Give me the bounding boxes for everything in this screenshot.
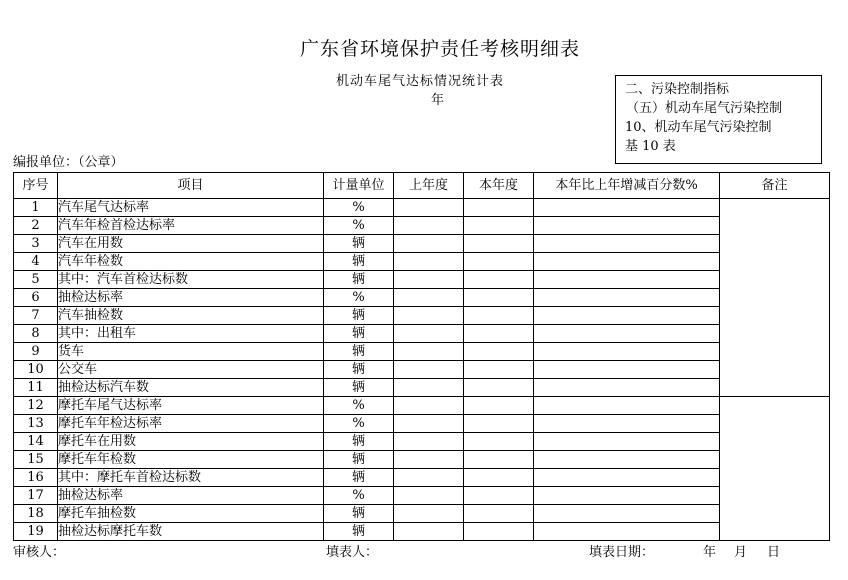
- row-number: 17: [14, 487, 58, 505]
- row-number: 12: [14, 397, 58, 415]
- change-percent-cell[interactable]: [534, 505, 720, 523]
- row-item-name: 汽车年检首检达标率: [58, 217, 324, 235]
- row-number: 6: [14, 289, 58, 307]
- fill-date-label: 填表日期：: [589, 545, 655, 560]
- row-item-name: 货车: [58, 343, 324, 361]
- this-year-cell[interactable]: [464, 451, 534, 469]
- table-row: [14, 523, 830, 541]
- row-unit: 辆: [324, 235, 394, 253]
- last-year-cell[interactable]: [394, 523, 464, 541]
- last-year-cell[interactable]: [394, 271, 464, 289]
- indicator-box: [615, 75, 822, 164]
- row-number: 4: [14, 253, 58, 271]
- row-item-name: 抽检达标汽车数: [58, 379, 324, 397]
- row-unit: 辆: [324, 379, 394, 397]
- indicator-form-number: 基 10 表: [625, 139, 676, 154]
- change-percent-cell[interactable]: [534, 469, 720, 487]
- last-year-cell[interactable]: [394, 451, 464, 469]
- table-row: [14, 235, 830, 253]
- row-number: 3: [14, 235, 58, 253]
- row-item-name: 摩托车尾气达标率: [58, 397, 324, 415]
- table-row: [14, 433, 830, 451]
- table-row: [14, 451, 830, 469]
- table-subtitle: 机动车尾气达标情况统计表: [336, 74, 505, 89]
- header-this-year: 本年度: [464, 173, 534, 199]
- change-percent-cell[interactable]: [534, 307, 720, 325]
- change-percent-cell[interactable]: [534, 253, 720, 271]
- row-number: 15: [14, 451, 58, 469]
- row-unit: 辆: [324, 307, 394, 325]
- row-unit: 辆: [324, 451, 394, 469]
- row-unit: 辆: [324, 361, 394, 379]
- table-row: [14, 325, 830, 343]
- indicator-category: 二、污染控制指标: [625, 82, 730, 97]
- table-row: [14, 289, 830, 307]
- last-year-cell[interactable]: [394, 433, 464, 451]
- row-unit: 辆: [324, 343, 394, 361]
- page-title: 广东省环境保护责任考核明细表: [299, 38, 580, 60]
- row-number: 5: [14, 271, 58, 289]
- this-year-cell[interactable]: [464, 289, 534, 307]
- statistics-table: [13, 172, 830, 541]
- table-row: [14, 343, 830, 361]
- table-row: [14, 361, 830, 379]
- header-note: 备注: [720, 173, 830, 199]
- reporting-unit-label: 编报单位：（公章）: [13, 155, 124, 170]
- change-percent-cell[interactable]: [534, 397, 720, 415]
- table-row: [14, 271, 830, 289]
- table-row: [14, 379, 830, 397]
- last-year-cell[interactable]: [394, 217, 464, 235]
- row-item-name: 抽检达标率: [58, 487, 324, 505]
- reviewer-label: 审核人：: [13, 545, 66, 560]
- last-year-cell[interactable]: [394, 199, 464, 217]
- row-unit: 辆: [324, 253, 394, 271]
- indicator-item: 10、机动车尾气污染控制: [625, 120, 772, 135]
- last-year-cell[interactable]: [394, 379, 464, 397]
- row-item-name: 汽车尾气达标率: [58, 199, 324, 217]
- change-percent-cell[interactable]: [534, 487, 720, 505]
- this-year-cell[interactable]: [464, 325, 534, 343]
- change-percent-cell[interactable]: [534, 343, 720, 361]
- row-number: 16: [14, 469, 58, 487]
- row-unit: 辆: [324, 325, 394, 343]
- last-year-cell[interactable]: [394, 469, 464, 487]
- last-year-cell[interactable]: [394, 505, 464, 523]
- row-number: 14: [14, 433, 58, 451]
- row-number: 18: [14, 505, 58, 523]
- table-row: [14, 307, 830, 325]
- table-row: [14, 505, 830, 523]
- header-last-year: 上年度: [394, 173, 464, 199]
- change-percent-cell[interactable]: [534, 271, 720, 289]
- row-item-name: 抽检达标摩托车数: [58, 523, 324, 541]
- change-percent-cell[interactable]: [534, 379, 720, 397]
- row-number: 9: [14, 343, 58, 361]
- this-year-cell[interactable]: [464, 415, 534, 433]
- table-row: [14, 487, 830, 505]
- header-change-percent: 本年比上年增减百分数%: [534, 173, 720, 199]
- last-year-cell[interactable]: [394, 307, 464, 325]
- row-number: 2: [14, 217, 58, 235]
- table-header-row: [14, 173, 830, 199]
- last-year-cell[interactable]: [394, 397, 464, 415]
- row-unit: %: [324, 217, 394, 235]
- row-unit: %: [324, 415, 394, 433]
- row-number: 1: [14, 199, 58, 217]
- row-number: 13: [14, 415, 58, 433]
- last-year-cell[interactable]: [394, 361, 464, 379]
- note-cell[interactable]: [720, 199, 830, 397]
- row-number: 11: [14, 379, 58, 397]
- this-year-cell[interactable]: [464, 523, 534, 541]
- table-row: [14, 469, 830, 487]
- last-year-cell[interactable]: [394, 289, 464, 307]
- this-year-cell[interactable]: [464, 199, 534, 217]
- row-number: 10: [14, 361, 58, 379]
- row-number: 8: [14, 325, 58, 343]
- row-unit: 辆: [324, 271, 394, 289]
- this-year-cell[interactable]: [464, 505, 534, 523]
- row-unit: %: [324, 289, 394, 307]
- table-row: [14, 397, 830, 415]
- row-item-name: 其中：汽车首检达标数: [58, 271, 324, 289]
- table-row: [14, 253, 830, 271]
- fill-date-month: 月: [734, 545, 748, 560]
- header-item: 项目: [58, 173, 324, 199]
- last-year-cell[interactable]: [394, 325, 464, 343]
- this-year-cell[interactable]: [464, 307, 534, 325]
- table-row: [14, 199, 830, 217]
- table-row: [14, 217, 830, 235]
- row-item-name: 汽车抽检数: [58, 307, 324, 325]
- row-number: 7: [14, 307, 58, 325]
- last-year-cell[interactable]: [394, 415, 464, 433]
- indicator-subcategory: （五）机动车尾气污染控制: [626, 101, 783, 116]
- row-unit: %: [324, 199, 394, 217]
- row-unit: 辆: [324, 433, 394, 451]
- row-item-name: 摩托车年检达标率: [58, 415, 324, 433]
- change-percent-cell[interactable]: [534, 415, 720, 433]
- this-year-cell[interactable]: [464, 361, 534, 379]
- last-year-cell[interactable]: [394, 253, 464, 271]
- row-item-name: 抽检达标率: [58, 289, 324, 307]
- row-item-name: 汽车年检数: [58, 253, 324, 271]
- year-label: 年: [431, 93, 445, 108]
- this-year-cell[interactable]: [464, 235, 534, 253]
- header-unit: 计量单位: [324, 173, 394, 199]
- this-year-cell[interactable]: [464, 343, 534, 361]
- note-cell[interactable]: [720, 397, 830, 541]
- change-percent-cell[interactable]: [534, 289, 720, 307]
- change-percent-cell[interactable]: [534, 451, 720, 469]
- this-year-cell[interactable]: [464, 487, 534, 505]
- row-unit: 辆: [324, 505, 394, 523]
- table-row: [14, 415, 830, 433]
- filler-label: 填表人：: [326, 545, 379, 560]
- this-year-cell[interactable]: [464, 253, 534, 271]
- row-unit: 辆: [324, 469, 394, 487]
- row-item-name: 其中：摩托车首检达标数: [58, 469, 324, 487]
- this-year-cell[interactable]: [464, 469, 534, 487]
- change-percent-cell[interactable]: [534, 361, 720, 379]
- row-item-name: 摩托车年检数: [58, 451, 324, 469]
- change-percent-cell[interactable]: [534, 217, 720, 235]
- change-percent-cell[interactable]: [534, 325, 720, 343]
- last-year-cell[interactable]: [394, 487, 464, 505]
- row-item-name: 公交车: [58, 361, 324, 379]
- this-year-cell[interactable]: [464, 217, 534, 235]
- row-unit: %: [324, 487, 394, 505]
- fill-date-year: 年: [703, 545, 717, 560]
- row-unit: 辆: [324, 523, 394, 541]
- row-item-name: 其中：出租车: [58, 325, 324, 343]
- row-item-name: 摩托车抽检数: [58, 505, 324, 523]
- row-number: 19: [14, 523, 58, 541]
- this-year-cell[interactable]: [464, 397, 534, 415]
- change-percent-cell[interactable]: [534, 433, 720, 451]
- this-year-cell[interactable]: [464, 433, 534, 451]
- change-percent-cell[interactable]: [534, 523, 720, 541]
- last-year-cell[interactable]: [394, 343, 464, 361]
- change-percent-cell[interactable]: [534, 199, 720, 217]
- header-no: 序号: [14, 173, 58, 199]
- row-item-name: 摩托车在用数: [58, 433, 324, 451]
- row-unit: %: [324, 397, 394, 415]
- fill-date-day: 日: [767, 545, 781, 560]
- this-year-cell[interactable]: [464, 379, 534, 397]
- last-year-cell[interactable]: [394, 235, 464, 253]
- change-percent-cell[interactable]: [534, 235, 720, 253]
- this-year-cell[interactable]: [464, 271, 534, 289]
- row-item-name: 汽车在用数: [58, 235, 324, 253]
